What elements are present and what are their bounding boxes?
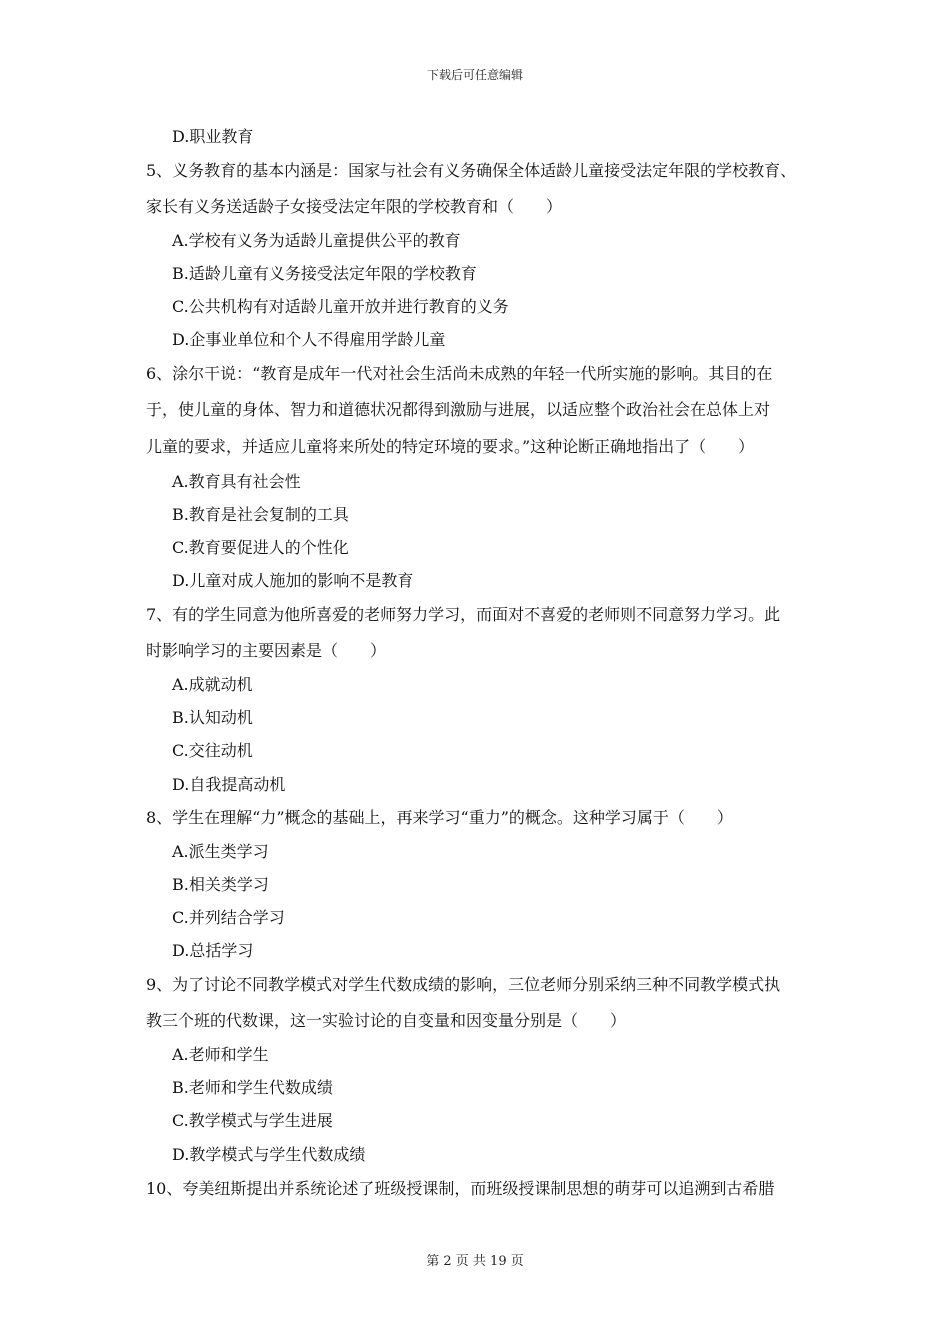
- option-line: C.并列结合学习: [172, 908, 285, 927]
- question-line: 家长有义务送适龄子女接受法定年限的学校教育和（ ）: [146, 197, 563, 216]
- question-line: 8、学生在理解“力”概念的基础上，再来学习“重力”的概念。这种学习属于（ ）: [146, 808, 733, 827]
- question-line: 时影响学习的主要因素是（ ）: [146, 641, 387, 660]
- option-line: B.教育是社会复制的工具: [172, 505, 349, 524]
- option-line: A.老师和学生: [172, 1045, 269, 1064]
- option-line: D.教学模式与学生代数成绩: [172, 1145, 366, 1164]
- question-line: 儿童的要求，并适应儿童将来所处的特定环境的要求。”这种论断正确地指出了（ ）: [146, 437, 755, 456]
- question-line: 7、有的学生同意为他所喜爱的老师努力学习，而面对不喜爱的老师则不同意努力学习。此: [146, 605, 781, 624]
- question-line: 6、涂尔干说：“教育是成年一代对社会生活尚未成熟的年轻一代所实施的影响。其目的在: [146, 364, 773, 383]
- option-line: A.学校有义务为适龄儿童提供公平的教育: [172, 231, 461, 250]
- option-line: D.企事业单位和个人不得雇用学龄儿童: [172, 330, 446, 349]
- option-line: C.教学模式与学生进展: [172, 1111, 333, 1130]
- option-line: B.相关类学习: [172, 875, 269, 894]
- option-line: A.教育具有社会性: [172, 472, 301, 491]
- option-line: C.交往动机: [172, 741, 253, 760]
- option-line: B.认知动机: [172, 708, 253, 727]
- option-line: B.老师和学生代数成绩: [172, 1078, 333, 1097]
- page-footer: 第 2 页 共 19 页: [426, 1254, 524, 1269]
- option-line: D.儿童对成人施加的影响不是教育: [172, 571, 414, 590]
- option-line: A.派生类学习: [172, 842, 269, 861]
- option-line: D.自我提高动机: [172, 775, 286, 794]
- option-line: D.总括学习: [172, 941, 254, 960]
- option-line: C.公共机构有对适龄儿童开放并进行教育的义务: [172, 297, 509, 316]
- option-line: B.适龄儿童有义务接受法定年限的学校教育: [172, 264, 477, 283]
- question-line: 10、夸美纽斯提出并系统论述了班级授课制，而班级授课制思想的萌芽可以追溯到古希腊: [146, 1179, 775, 1198]
- question-line: 于，使儿童的身体、智力和道德状况都得到激励与进展，以适应整个政治社会在总体上对: [146, 400, 771, 419]
- question-line: 5、义务教育的基本内涵是：国家与社会有义务确保全体适龄儿童接受法定年限的学校教育、: [146, 161, 797, 180]
- option-line: C.教育要促进人的个性化: [172, 538, 349, 557]
- option-line: A.成就动机: [172, 675, 253, 694]
- question-line: 教三个班的代数课，这一实验讨论的自变量和因变量分别是（ ）: [146, 1011, 627, 1030]
- option-line: D.职业教育: [172, 127, 254, 146]
- question-line: 9、为了讨论不同教学模式对学生代数成绩的影响，三位老师分别采纳三种不同教学模式执: [146, 975, 781, 994]
- page-header: 下载后可任意编辑: [426, 68, 523, 82]
